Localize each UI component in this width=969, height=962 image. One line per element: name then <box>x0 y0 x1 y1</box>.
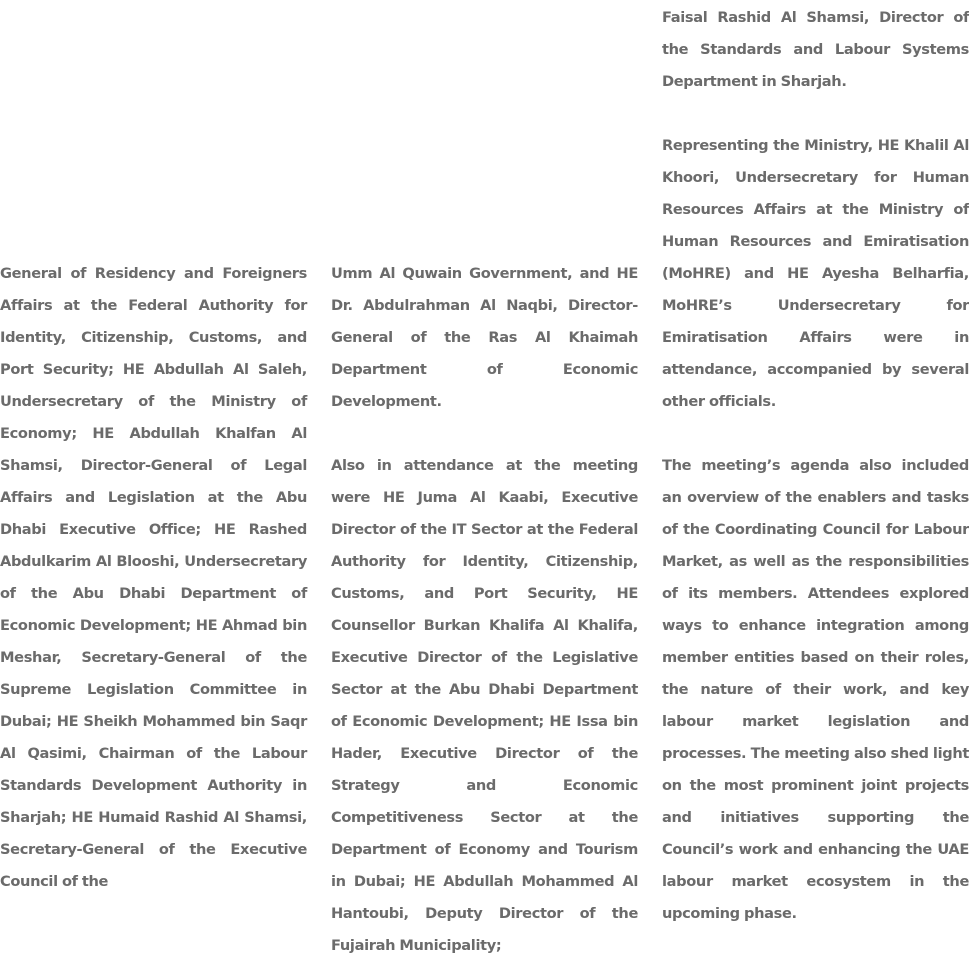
text-column-3 <box>662 2 969 930</box>
paragraph: The meeting’s agenda also included an overview of the enablers and tasks of the Coordinating Council for Labour Market, as well as the responsibilities of its members. Attendees explored ways to enhance integration among member entities based on their roles, the nature of their work, and key labour market legislation and processes. The meeting also shed light on the most prominent joint projects and initiatives supporting the Council’s work and enhancing the UAE labour market ecosystem in the upcoming phase. <box>662 457 969 922</box>
paragraph: Umm Al Quwain Government, and HE Dr. Abdulrahman Al Naqbi, Director-General of the Ras Al Khaimah Department of Economic Development. <box>331 265 638 410</box>
text-column-2 <box>331 258 638 962</box>
paragraph: General of Residency and Foreigners Affairs at the Federal Authority for Identity, Citizenship, Customs, and Port Security; HE Abdullah Al Saleh, Undersecretary of the Ministry of Economy; HE Abdullah Khalfan Al Shamsi, Director-General of Legal Affairs and Legislation at the Abu Dhabi Executive Office; HE Rashed Abdulkarim Al Blooshi, Undersecretary of the Abu Dhabi Department of Economic Development; HE Ahmad bin Meshar, Secretary-General of the Supreme Legislation Committee in Dubai; HE Sheikh Mohammed bin Saqr Al Qasimi, Chairman of the Labour Standards Development Authority in Sharjah; HE Humaid Rashid Al Shamsi, Secretary-General of the Executive Council of the <box>0 265 307 890</box>
paragraph: Faisal Rashid Al Shamsi, Director of the Standards and Labour Systems Department in Sharjah. <box>662 9 969 90</box>
paragraph: Representing the Ministry, HE Khalil Al Khoori, Undersecretary for Human Resources Affairs at the Ministry of Human Resources and Emiratisation (MoHRE) and HE Ayesha Belharfia, MoHRE’s Undersecretary for Emiratisation Affairs were in attendance, accompanied by several other officials. <box>662 137 969 410</box>
paragraph: Also in attendance at the meeting were HE Juma Al Kaabi, Executive Director of the IT Sector at the Federal Authority for Identity, Citizenship, Customs, and Port Security, HE Counsellor Burkan Khalifa Al Khalifa, Executive Director of the Legislative Sector at the Abu Dhabi Department of Economic Development; HE Issa bin Hader, Executive Director of the Strategy and Economic Competitiveness Sector at the Department of Economy and Tourism in Dubai; HE Abdullah Mohammed Al Hantoubi, Deputy Director of the Fujairah Municipality; <box>331 457 638 954</box>
text-column-1 <box>0 258 307 898</box>
